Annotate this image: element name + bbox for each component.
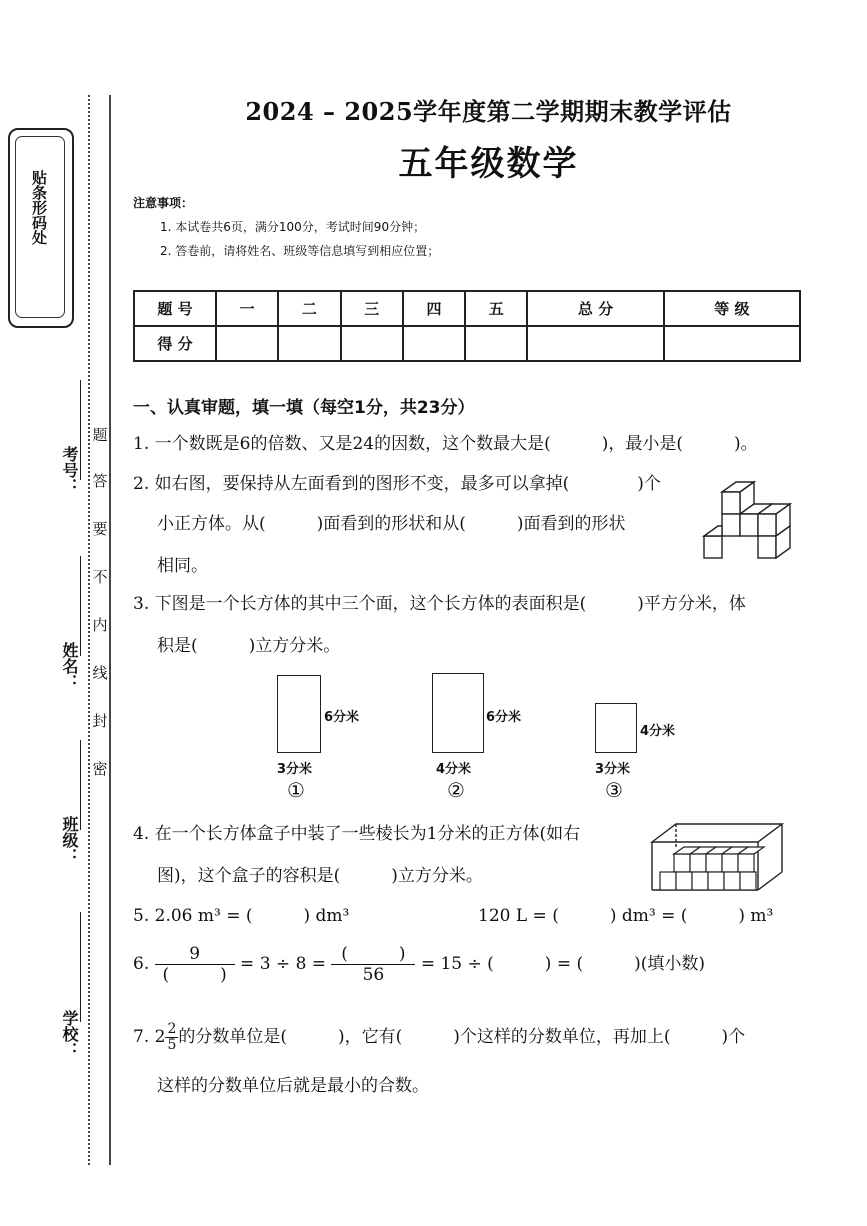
name-label <box>58 642 80 695</box>
face-3-bottom-label: 3分米 <box>595 762 631 777</box>
question-2-line: 相同。 <box>157 556 208 576</box>
score-cell[interactable] <box>403 326 465 361</box>
fraction-denominator: 5 <box>167 1037 177 1053</box>
question-4-line: 图)，这个盒子的容积是( )立方分米。 <box>157 866 483 886</box>
face-1-rect <box>277 675 321 753</box>
table-cell: 二 <box>278 291 340 326</box>
question-7-rest: 的分数单位是( )，它有( )个这样的分数单位，再加上( )个 <box>178 1027 746 1047</box>
box-with-cubes-figure <box>650 818 784 892</box>
fraction <box>155 944 235 985</box>
score-cell[interactable] <box>216 326 278 361</box>
score-table <box>133 290 801 362</box>
note-item: 1. 本试卷共6页，满分100分，考试时间90分钟； <box>160 220 426 234</box>
face-3-rect <box>595 703 637 753</box>
class-field[interactable] <box>80 740 81 830</box>
face-1-marker: ① <box>287 778 305 802</box>
score-cell[interactable] <box>465 326 527 361</box>
table-cell: 题 号 <box>134 291 216 326</box>
fraction <box>331 944 415 985</box>
fraction-numerator: 9 <box>155 944 235 965</box>
fraction-numerator: 2 <box>167 1021 177 1037</box>
question-6 <box>133 944 705 985</box>
face-2-marker: ② <box>447 778 465 802</box>
question-7 <box>133 1022 745 1053</box>
face-1-side-label: 6分米 <box>324 710 360 725</box>
question-4-line: 4. 在一个长方体盒子中装了一些棱长为1分米的正方体(如右 <box>133 824 581 844</box>
section-title: 一、认真审题，填一填（每空1分，共23分） <box>133 398 475 418</box>
seal-char: 不 <box>92 568 108 586</box>
dotted-fold-line <box>88 95 90 1165</box>
score-cell[interactable] <box>278 326 340 361</box>
table-cell: 得 分 <box>134 326 216 361</box>
table-cell: 等 级 <box>664 291 800 326</box>
face-3-side-label: 4分米 <box>640 724 676 739</box>
exam-title: 2024 – 2025学年度第二学期期末教学评估 <box>245 97 732 126</box>
question-7-prefix: 7. 2 <box>133 1027 166 1047</box>
seal-char: 密 <box>92 760 108 778</box>
seal-char: 封 <box>92 712 108 730</box>
face-1-bottom-label: 3分米 <box>277 762 313 777</box>
school-text: 学校： <box>60 1010 79 1058</box>
name-text: 姓名： <box>60 642 79 690</box>
score-cell[interactable] <box>341 326 403 361</box>
question-3-line: 积是( )立方分米。 <box>157 636 341 656</box>
face-2-side-label: 6分米 <box>486 710 522 725</box>
seal-char: 题 <box>92 426 108 444</box>
fraction-denominator: ( ) <box>162 965 227 985</box>
barcode-label <box>27 170 51 251</box>
fraction <box>165 1022 178 1053</box>
question-5-left: 5. 2.06 m³ = ( ) dm³ <box>133 906 350 926</box>
seal-char: 答 <box>92 472 108 490</box>
exam-subject: 五年级数学 <box>398 144 579 184</box>
fraction-numerator: ( ) <box>331 944 415 965</box>
face-2-rect <box>432 673 484 753</box>
barcode-label-text: 贴条形码处 <box>30 170 48 245</box>
cube-stack-figure <box>700 478 796 564</box>
score-table-score-row <box>134 326 800 361</box>
seal-char: 内 <box>92 616 108 634</box>
score-cell[interactable] <box>664 326 800 361</box>
table-cell: 总 分 <box>527 291 663 326</box>
seal-char: 要 <box>92 520 108 538</box>
table-cell: 三 <box>341 291 403 326</box>
score-table-header-row <box>134 291 800 326</box>
binding-line <box>109 95 111 1165</box>
class-text: 班级： <box>60 816 79 864</box>
question-2-line: 2. 如右图，要保持从左面看到的图形不变，最多可以拿掉( )个 <box>133 474 661 494</box>
table-cell: 五 <box>465 291 527 326</box>
table-cell: 一 <box>216 291 278 326</box>
notes-heading: 注意事项： <box>133 196 194 210</box>
question-7-line2: 这样的分数单位后就是最小的合数。 <box>157 1076 429 1096</box>
question-1: 1. 一个数既是6的倍数、又是24的因数，这个数最大是( )，最小是( )。 <box>133 434 758 454</box>
note-item: 2. 答卷前，请将姓名、班级等信息填写到相应位置； <box>160 244 440 258</box>
question-5-right: 120 L = ( ) dm³ = ( ) m³ <box>478 906 774 926</box>
exam-number-label <box>58 446 80 499</box>
score-cell[interactable] <box>527 326 663 361</box>
face-2-bottom-label: 4分米 <box>436 762 472 777</box>
table-cell: 四 <box>403 291 465 326</box>
exam-number-text: 考号： <box>60 446 79 494</box>
class-label <box>58 816 80 869</box>
question-3-line: 3. 下图是一个长方体的其中三个面，这个长方体的表面积是( )平方分米，体 <box>133 594 746 614</box>
face-3-marker: ③ <box>605 778 623 802</box>
question-6-prefix: 6. <box>133 954 150 974</box>
fraction-denominator: 56 <box>362 965 385 985</box>
seal-char: 线 <box>92 664 108 682</box>
exam-number-field[interactable] <box>80 380 81 480</box>
question-6-mid: = 3 ÷ 8 = <box>240 954 327 974</box>
question-2-line: 小正方体。从( )面看到的形状和从( )面看到的形状 <box>157 514 626 534</box>
question-6-suffix: = 15 ÷ ( ) = ( )(填小数) <box>420 954 706 974</box>
school-field[interactable] <box>80 912 81 1022</box>
name-field[interactable] <box>80 556 81 656</box>
school-label <box>58 1010 80 1063</box>
